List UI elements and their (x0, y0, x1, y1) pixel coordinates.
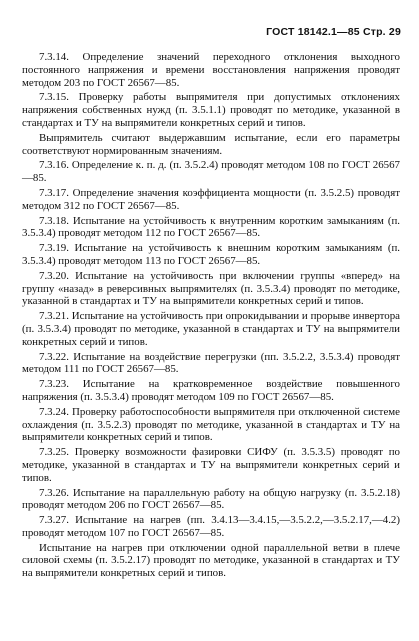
paragraph-7-3-24: 7.3.24. Проверку работоспособности выпрямителя при отключенной системе охлаждения (п. 3.5.2.3) проводят по методике, указанной в стандартах и ТУ на выпрямители конкретных серий и типов. (22, 405, 400, 444)
paragraph-7-3-15-result: Выпрямитель считают выдержавшим испытание, если его параметры соответствуют нормированным значениям. (22, 131, 400, 157)
document-body (22, 51, 400, 582)
page-header: ГОСТ 18142.1—85 Стр. 29 (266, 26, 401, 38)
paragraph-7-3-20: 7.3.20. Испытание на устойчивость при включении группы «вперед» на группу «назад» в реверсивных выпрямителях (п. 3.5.3.4) проводят по методике, указанной в стандартах и ТУ на выпрямители конкретных серий и типов. (22, 269, 400, 308)
paragraph-7-3-21: 7.3.21. Испытание на устойчивость при опрокидывании и прорыве инвертора (п. 3.5.3.4) проводят по методике, указанной в стандартах и ТУ на выпрямители конкретных серий и типов. (22, 310, 400, 348)
paragraph-7-3-27: 7.3.27. Испытание на нагрев (пп. 3.4.13—3.4.15,—3.5.2.2,—3.5.2.17,—4.2) проводят методом 107 по ГОСТ 26567—85. (22, 514, 400, 539)
paragraph-7-3-23: 7.3.23. Испытание на кратковременное воздействие повышенного напряжения (п. 3.5.3.4) проводят методом 109 по ГОСТ 26567—85. (22, 378, 400, 403)
paragraph-7-3-19: 7.3.19. Испытание на устойчивость к внешним коротким замыканиям (п. 3.5.3.4) проводят методом 113 по ГОСТ 26567—85. (22, 242, 400, 267)
paragraph-7-3-27-note: Испытание на нагрев при отключении одной параллельной ветви в плече силовой схемы (п. 3.5.2.17) проводят по методике, указанной в стандартах и ТУ на выпрямители конкретных серий и типов. (22, 541, 400, 580)
paragraph-7-3-15: 7.3.15. Проверку работы выпрямителя при допустимых отклонениях напряжения собственных нужд (п. 3.5.1.1) проводят по методике, указанной в стандартах и ТУ на выпрямители конкретных серий и типов. (22, 91, 400, 129)
paragraph-7-3-14: 7.3.14. Определение значений переходного отклонения выходного постоянного напряжения и времени восстановления напряжения проводят методом 203 по ГОСТ 26567—85. (22, 51, 400, 89)
paragraph-7-3-17: 7.3.17. Определение значения коэффициента мощности (п. 3.5.2.5) проводят методом 312 по ГОСТ 26567—85. (22, 186, 400, 212)
paragraph-7-3-18: 7.3.18. Испытание на устойчивость к внутренним коротким замыканиям (п. 3.5.3.4) проводят методом 112 по ГОСТ 26567—85. (22, 214, 400, 240)
paragraph-7-3-25: 7.3.25. Проверку возможности фазировки СИФУ (п. 3.5.3.5) проводят по методике, указанной в стандартах и ТУ на выпрямители конкретных серий и типов. (22, 446, 400, 484)
paragraph-7-3-16: 7.3.16. Определение к. п. д. (п. 3.5.2.4) проводят методом 108 по ГОСТ 26567—85. (22, 159, 400, 185)
paragraph-7-3-26: 7.3.26. Испытание на параллельную работу на общую нагрузку (п. 3.5.2.18) проводят методом 206 по ГОСТ 26567—85. (22, 486, 400, 512)
paragraph-7-3-22: 7.3.22. Испытание на воздействие перегрузки (пп. 3.5.2.2, 3.5.3.4) проводят методом 111 по ГОСТ 26567—85. (22, 350, 400, 376)
